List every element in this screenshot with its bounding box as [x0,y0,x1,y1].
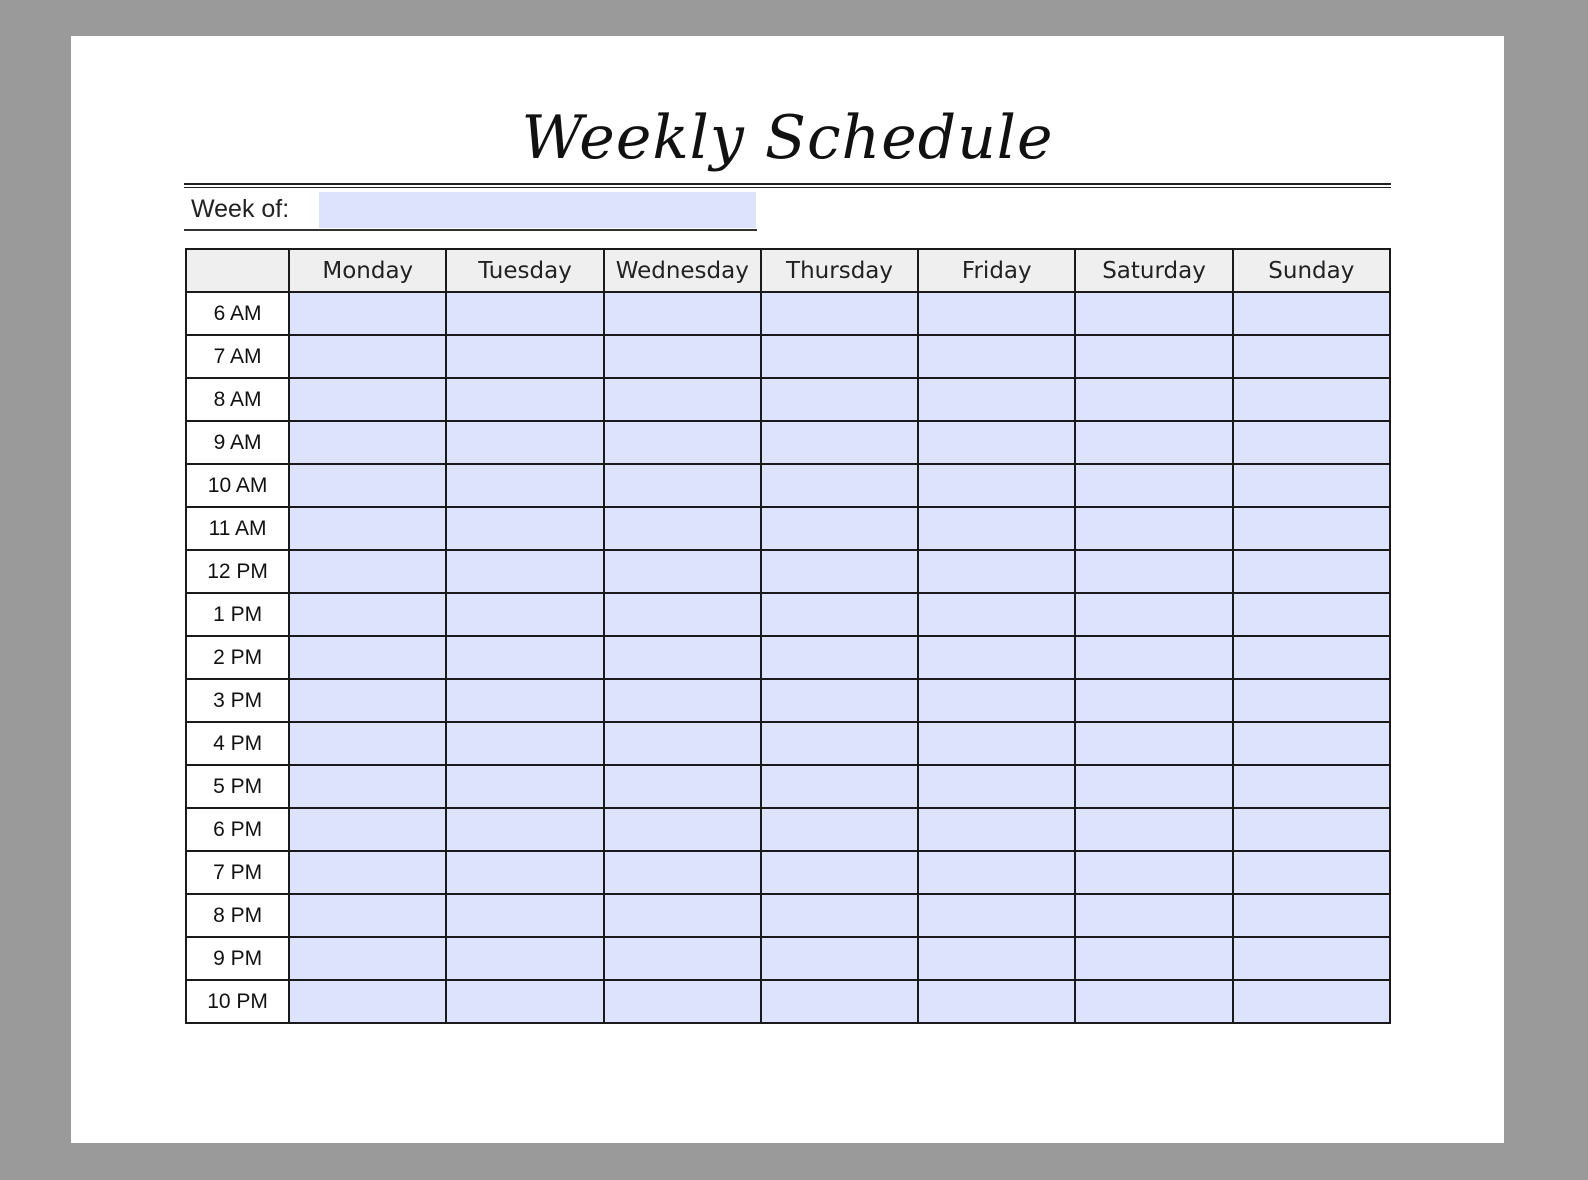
schedule-cell-tuesday[interactable] [446,507,603,550]
time-slot-row [186,421,1390,464]
day-header-sunday: Sunday [1233,249,1390,292]
time-slot-row [186,464,1390,507]
schedule-cell-monday[interactable] [289,464,446,507]
schedule-cell-wednesday[interactable] [604,851,761,894]
schedule-cell-monday[interactable] [289,292,446,335]
time-slot-row [186,636,1390,679]
schedule-cell-saturday[interactable] [1075,550,1232,593]
day-header-wednesday: Wednesday [604,249,761,292]
schedule-cell-wednesday[interactable] [604,292,761,335]
schedule-cell-saturday[interactable] [1075,980,1232,1023]
schedule-cell-friday[interactable] [918,980,1075,1023]
time-label: 3 PM [186,679,289,722]
day-header-saturday: Saturday [1075,249,1232,292]
schedule-cell-saturday[interactable] [1075,378,1232,421]
schedule-cell-wednesday[interactable] [604,722,761,765]
time-slot-row [186,550,1390,593]
schedule-cell-sunday[interactable] [1233,980,1390,1023]
schedule-cell-monday[interactable] [289,894,446,937]
time-slot-row [186,679,1390,722]
schedule-cell-monday[interactable] [289,722,446,765]
schedule-cell-thursday[interactable] [761,550,918,593]
schedule-cell-friday[interactable] [918,378,1075,421]
schedule-cell-friday[interactable] [918,722,1075,765]
time-slot-row [186,808,1390,851]
schedule-cell-sunday[interactable] [1233,378,1390,421]
schedule-cell-thursday[interactable] [761,937,918,980]
schedule-cell-monday[interactable] [289,335,446,378]
schedule-cell-sunday[interactable] [1233,507,1390,550]
schedule-cell-monday[interactable] [289,593,446,636]
schedule-cell-friday[interactable] [918,292,1075,335]
time-slot-row [186,335,1390,378]
schedule-cell-tuesday[interactable] [446,980,603,1023]
schedule-cell-monday[interactable] [289,507,446,550]
schedule-cell-thursday[interactable] [761,722,918,765]
time-slot-row [186,507,1390,550]
schedule-cell-sunday[interactable] [1233,937,1390,980]
time-label: 6 AM [186,292,289,335]
schedule-cell-monday[interactable] [289,808,446,851]
time-slot-row [186,980,1390,1023]
schedule-cell-tuesday[interactable] [446,851,603,894]
schedule-cell-wednesday[interactable] [604,335,761,378]
schedule-cell-thursday[interactable] [761,421,918,464]
schedule-cell-friday[interactable] [918,636,1075,679]
schedule-cell-saturday[interactable] [1075,292,1232,335]
schedule-cell-thursday[interactable] [761,593,918,636]
schedule-cell-friday[interactable] [918,335,1075,378]
schedule-cell-saturday[interactable] [1075,937,1232,980]
schedule-table [185,248,1391,1024]
schedule-cell-sunday[interactable] [1233,550,1390,593]
schedule-cell-tuesday[interactable] [446,421,603,464]
schedule-cell-sunday[interactable] [1233,292,1390,335]
schedule-cell-wednesday[interactable] [604,378,761,421]
schedule-cell-friday[interactable] [918,593,1075,636]
schedule-cell-thursday[interactable] [761,507,918,550]
schedule-cell-wednesday[interactable] [604,636,761,679]
schedule-cell-friday[interactable] [918,464,1075,507]
schedule-cell-monday[interactable] [289,679,446,722]
schedule-cell-tuesday[interactable] [446,335,603,378]
time-label: 7 PM [186,851,289,894]
week-of-label: Week of: [191,195,290,223]
time-slot-row [186,765,1390,808]
schedule-cell-tuesday[interactable] [446,378,603,421]
title-divider [184,183,1391,188]
schedule-cell-tuesday[interactable] [446,464,603,507]
time-label: 7 AM [186,335,289,378]
schedule-cell-wednesday[interactable] [604,421,761,464]
schedule-cell-thursday[interactable] [761,335,918,378]
time-label: 5 PM [186,765,289,808]
day-header-monday: Monday [289,249,446,292]
schedule-cell-thursday[interactable] [761,765,918,808]
schedule-cell-saturday[interactable] [1075,421,1232,464]
schedule-cell-saturday[interactable] [1075,335,1232,378]
time-slot-row [186,292,1390,335]
schedule-cell-saturday[interactable] [1075,765,1232,808]
schedule-cell-monday[interactable] [289,636,446,679]
schedule-cell-wednesday[interactable] [604,464,761,507]
schedule-cell-thursday[interactable] [761,464,918,507]
schedule-cell-friday[interactable] [918,851,1075,894]
schedule-cell-tuesday[interactable] [446,593,603,636]
schedule-cell-saturday[interactable] [1075,593,1232,636]
schedule-cell-sunday[interactable] [1233,421,1390,464]
schedule-cell-tuesday[interactable] [446,636,603,679]
schedule-cell-thursday[interactable] [761,851,918,894]
schedule-cell-tuesday[interactable] [446,765,603,808]
time-slot-row [186,722,1390,765]
schedule-cell-sunday[interactable] [1233,636,1390,679]
time-label: 9 PM [186,937,289,980]
schedule-cell-saturday[interactable] [1075,722,1232,765]
schedule-cell-thursday[interactable] [761,378,918,421]
time-label: 9 AM [186,421,289,464]
schedule-cell-wednesday[interactable] [604,937,761,980]
day-header-friday: Friday [918,249,1075,292]
time-label: 1 PM [186,593,289,636]
time-slot-row [186,894,1390,937]
day-header-tuesday: Tuesday [446,249,603,292]
time-label: 8 AM [186,378,289,421]
time-label: 2 PM [186,636,289,679]
schedule-cell-wednesday[interactable] [604,550,761,593]
week-of-field[interactable] [319,192,756,228]
schedule-cell-thursday[interactable] [761,894,918,937]
schedule-cell-friday[interactable] [918,894,1075,937]
schedule-cell-monday[interactable] [289,980,446,1023]
schedule-cell-friday[interactable] [918,808,1075,851]
schedule-cell-tuesday[interactable] [446,292,603,335]
schedule-cell-wednesday[interactable] [604,808,761,851]
schedule-cell-wednesday[interactable] [604,679,761,722]
time-label: 12 PM [186,550,289,593]
schedule-cell-monday[interactable] [289,937,446,980]
schedule-cell-wednesday[interactable] [604,507,761,550]
schedule-cell-saturday[interactable] [1075,679,1232,722]
schedule-cell-friday[interactable] [918,679,1075,722]
schedule-cell-thursday[interactable] [761,808,918,851]
day-header-thursday: Thursday [761,249,918,292]
time-slot-row [186,593,1390,636]
time-label: 4 PM [186,722,289,765]
schedule-cell-monday[interactable] [289,851,446,894]
schedule-cell-wednesday[interactable] [604,980,761,1023]
schedule-cell-saturday[interactable] [1075,808,1232,851]
time-slot-row [186,378,1390,421]
schedule-cell-sunday[interactable] [1233,335,1390,378]
schedule-cell-sunday[interactable] [1233,851,1390,894]
schedule-cell-sunday[interactable] [1233,593,1390,636]
schedule-cell-thursday[interactable] [761,636,918,679]
schedule-cell-friday[interactable] [918,550,1075,593]
schedule-page [71,36,1504,1143]
schedule-cell-monday[interactable] [289,378,446,421]
schedule-body [186,292,1390,1023]
time-label: 8 PM [186,894,289,937]
schedule-cell-wednesday[interactable] [604,765,761,808]
schedule-cell-sunday[interactable] [1233,765,1390,808]
schedule-cell-thursday[interactable] [761,292,918,335]
corner-cell [186,249,289,292]
schedule-cell-tuesday[interactable] [446,894,603,937]
schedule-cell-wednesday[interactable] [604,593,761,636]
schedule-cell-wednesday[interactable] [604,894,761,937]
schedule-cell-thursday[interactable] [761,980,918,1023]
schedule-cell-tuesday[interactable] [446,679,603,722]
day-header-row [186,249,1390,292]
schedule-cell-sunday[interactable] [1233,894,1390,937]
schedule-cell-monday[interactable] [289,765,446,808]
schedule-cell-tuesday[interactable] [446,937,603,980]
time-slot-row [186,937,1390,980]
schedule-cell-saturday[interactable] [1075,851,1232,894]
schedule-cell-sunday[interactable] [1233,722,1390,765]
time-label: 10 AM [186,464,289,507]
schedule-cell-sunday[interactable] [1233,808,1390,851]
week-of-underline [184,229,757,231]
schedule-cell-friday[interactable] [918,421,1075,464]
schedule-cell-friday[interactable] [918,507,1075,550]
schedule-cell-saturday[interactable] [1075,464,1232,507]
schedule-cell-monday[interactable] [289,421,446,464]
time-label: 11 AM [186,507,289,550]
schedule-cell-sunday[interactable] [1233,464,1390,507]
schedule-cell-tuesday[interactable] [446,550,603,593]
schedule-cell-sunday[interactable] [1233,679,1390,722]
page-title: Weekly Schedule [521,103,1054,173]
schedule-cell-tuesday[interactable] [446,722,603,765]
schedule-cell-thursday[interactable] [761,679,918,722]
schedule-cell-friday[interactable] [918,765,1075,808]
time-label: 6 PM [186,808,289,851]
time-label: 10 PM [186,980,289,1023]
schedule-cell-friday[interactable] [918,937,1075,980]
schedule-cell-monday[interactable] [289,550,446,593]
schedule-cell-saturday[interactable] [1075,507,1232,550]
schedule-cell-tuesday[interactable] [446,808,603,851]
time-slot-row [186,851,1390,894]
schedule-cell-saturday[interactable] [1075,894,1232,937]
schedule-cell-saturday[interactable] [1075,636,1232,679]
